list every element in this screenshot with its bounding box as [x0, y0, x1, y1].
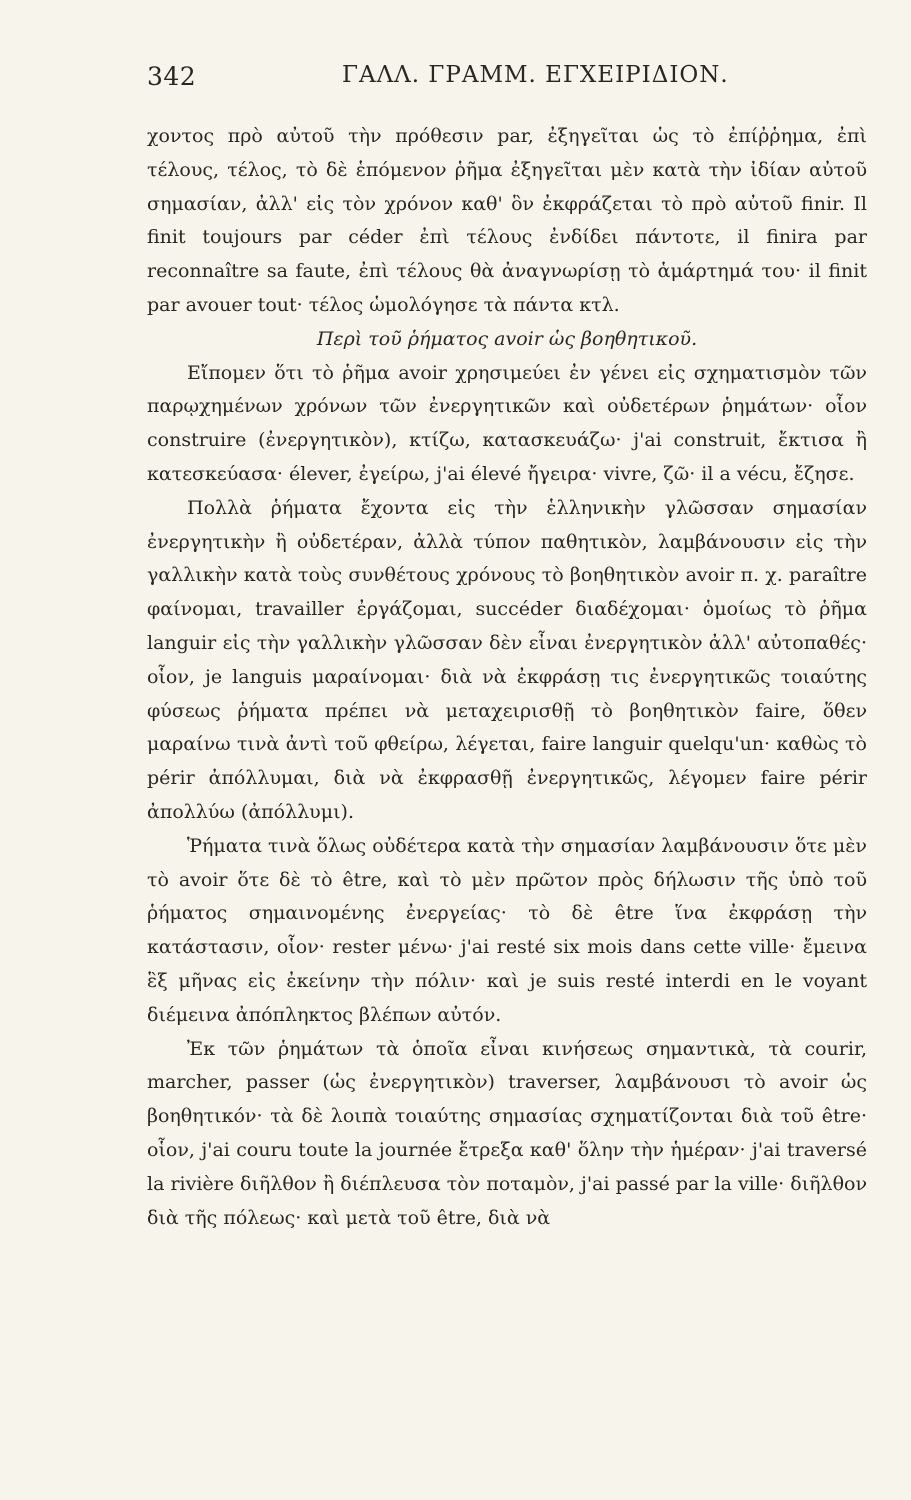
page-number: 342 [147, 62, 197, 91]
paragraph: Πολλὰ ῥήματα ἔχοντα εἰς τὴν ἑλληνικὴν γλῶσσαν σημασίαν ἐνεργητικὴν ἢ οὐδετέραν, ἀλλὰ τύπον παθητικὸν, λαμβάνουσιν εἰς τὴν γαλλικὴν κατὰ τοὺς συνθέτους χρόνους τὸ βοηθητικὸν avoir π. χ. paraître φαίνομαι, travailler ἐργάζομαι, succéder διαδέχομαι· ὁμοίως τὸ ῥῆμα languir εἰς τὴν γαλλικὴν γλῶσσαν δὲν εἶναι ἐνεργητικὸν ἀλλ' αὐτοπαθές· οἷον, je languis μαραίνομαι· διὰ νὰ ἐκφράσῃ τις ἐνεργητικῶς τοιαύτης φύσεως ῥήματα πρέπει νὰ μεταχειρισθῇ τὸ βοηθητικὸν faire, ὅθεν μαραίνω τινὰ ἀντὶ τοῦ φθείρω, λέγεται, faire languir quelqu'un· καθὼς τὸ périr ἀπόλλυμαι, διὰ νὰ ἐκφρασθῇ ἐνεργητικῶς, λέγομεν faire périr ἀπολλύω (ἀπόλλυμι). [147, 496, 867, 823]
section-heading: Περὶ τοῦ ῥήματος avoir ὡς βοηθητικοῦ. [316, 327, 698, 350]
body-text [147, 120, 867, 1235]
running-head [147, 62, 867, 96]
paragraph: Ἐκ τῶν ῥημάτων τὰ ὁποῖα εἶναι κινήσεως σημαντικὰ, τὰ courir, marcher, passer (ὡς ἐνεργητικὸν) traverser, λαμβάνουσι τὸ avoir ὡς βοηθητικόν· τὰ δὲ λοιπὰ τοιαύτης σημασίας σχηματίζονται διὰ τοῦ être· οἷον, j'ai couru toute la journée ἔτρεξα καθ' ὅλην τὴν ἡμέραν· j'ai traversé la rivière διῆλθον ἢ διέπλευσα τὸν ποταμὸν, j'ai passé par la ville· διῆλθον διὰ τῆς πόλεως· καὶ μετὰ τοῦ être, διὰ νὰ [147, 1037, 867, 1229]
paragraph-continuation: χοντος πρὸ αὐτοῦ τὴν πρόθεσιν par, ἐξηγεῖται ὡς τὸ ἐπίῤῥημα, ἐπὶ τέλους, τέλος, τὸ δὲ ἑπόμενον ῥῆμα ἐξηγεῖται μὲν κατὰ τὴν ἰδίαν αὐτοῦ σημασίαν, ἀλλ' εἰς τὸν χρόνον καθ' ὃν ἐκφράζεται τὸ πρὸ αὐτοῦ finir. Il finit toujours par céder ἐπὶ τέλους ἐνδίδει πάντοτε, il finira par reconnaître sa faute, ἐπὶ τέλους θὰ ἀναγνωρίσῃ τὸ ἁμάρτημά του· il finit par avouer tout· τέλος ὡμολόγησε τὰ πάντα κτλ. [147, 125, 867, 316]
paragraph: Εἴπομεν ὅτι τὸ ῥῆμα avoir χρησιμεύει ἐν γένει εἰς σχηματισμὸν τῶν παρῳχημένων χρόνων τῶν ἐνεργητικῶν καὶ οὐδετέρων ῥημάτων· οἷον construire (ἐνεργητικὸν), κτίζω, κατασκευάζω· j'ai construit, ἔκτισα ἢ κατεσκεύασα· élever, ἐγείρω, j'ai élevé ἤγειρα· vivre, ζῶ· il a vécu, ἔζησε. [147, 361, 867, 485]
paragraph: Ῥήματα τινὰ ὅλως οὐδέτερα κατὰ τὴν σημασίαν λαμβάνουσιν ὅτε μὲν τὸ avoir ὅτε δὲ τὸ être, καὶ τὸ μὲν πρῶτον πρὸς δήλωσιν τῆς ὑπὸ τοῦ ῥήματος σημαινομένης ἐνεργείας· τὸ δὲ être ἵνα ἐκφράσῃ τὴν κατάστασιν, οἷον· rester μένω· j'ai resté six mois dans cette ville· ἔμεινα ἓξ μῆνας εἰς ἐκείνην τὴν πόλιν· καὶ je suis resté interdi en le voyant διέμεινα ἀπόπληκτος βλέπων αὐτόν. [147, 834, 867, 1026]
header-title: ΓΑΛΛ. ΓΡΑΜΜ. ΕΓΧΕΙΡΙΔΙΟΝ. [342, 62, 729, 88]
